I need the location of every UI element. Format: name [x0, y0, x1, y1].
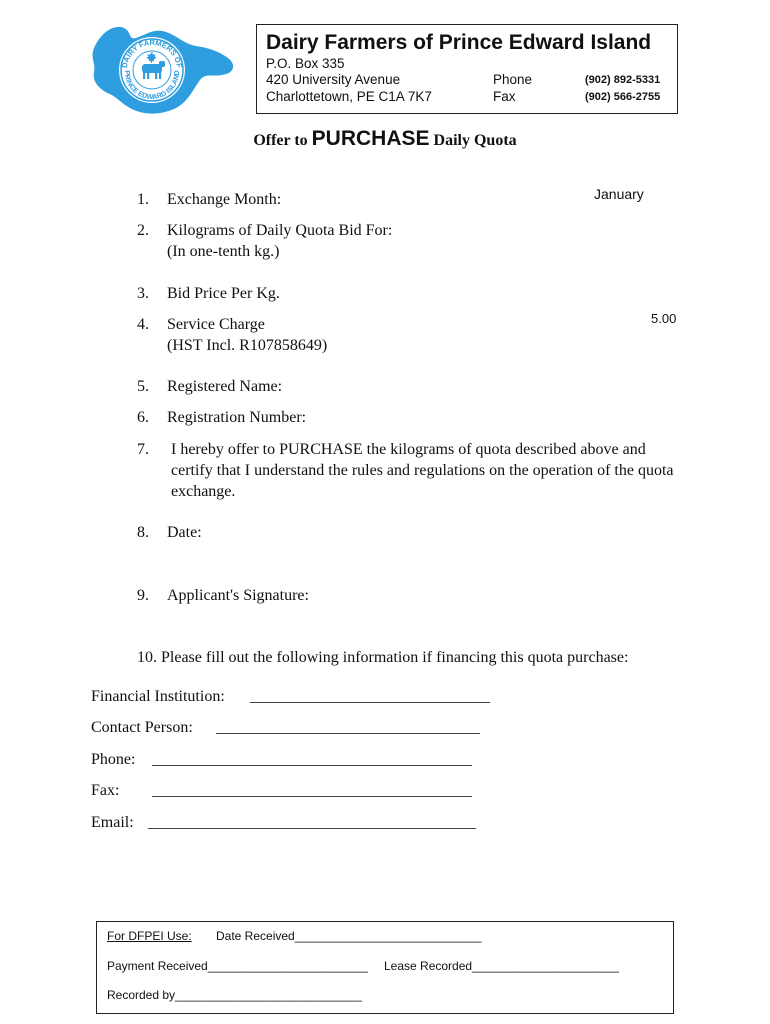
- exchange-month-value[interactable]: January: [594, 186, 644, 202]
- fax-field[interactable]: ________________________________________: [152, 782, 472, 799]
- item-number: 5.: [137, 378, 149, 395]
- fax-label: Fax: [493, 89, 516, 104]
- item-financing: [137, 647, 628, 668]
- item-number: 9.: [137, 587, 149, 604]
- item-label: Kilograms of Daily Quota Bid For:: [167, 222, 393, 239]
- item-label: Registered Name:: [167, 378, 283, 395]
- email-field-label: Email:: [91, 814, 134, 831]
- item-number: 1.: [137, 191, 149, 208]
- date-received-field[interactable]: Date Received____________________________: [216, 929, 482, 943]
- address-line-2: 420 University Avenue: [266, 72, 401, 87]
- contact-person-field[interactable]: _________________________________: [216, 719, 480, 736]
- phone-number: (902) 892-5331: [585, 74, 661, 86]
- office-use-box: [96, 921, 674, 1014]
- service-charge-value[interactable]: 5.00: [651, 311, 677, 326]
- logo: [88, 22, 238, 120]
- item-number: 7.: [137, 441, 149, 458]
- phone-label: Phone: [493, 72, 533, 87]
- address-line-1: P.O. Box 335: [266, 56, 345, 71]
- fax-number: (902) 566-2755: [585, 91, 661, 103]
- item-label: Applicant's Signature:: [167, 587, 309, 604]
- payment-received-field[interactable]: Payment Received________________________: [107, 959, 368, 973]
- item-number: 4.: [137, 316, 149, 333]
- phone-field[interactable]: ________________________________________: [152, 751, 472, 768]
- item-number: 2.: [137, 222, 149, 239]
- contact-person-label: Contact Person:: [91, 719, 193, 736]
- item-sub-label: (In one-tenth kg.): [167, 243, 280, 260]
- item-number: 6.: [137, 409, 149, 426]
- email-field[interactable]: _________________________________________: [148, 814, 476, 831]
- item-number: 3.: [137, 285, 149, 302]
- item-label: Exchange Month:: [167, 191, 282, 208]
- item-sub-label: (HST Incl. R107858649): [167, 337, 328, 354]
- lease-recorded-field[interactable]: Lease Recorded______________________: [384, 959, 619, 973]
- logo-bottom-text: PRINCE EDWARD ISLAND: [122, 70, 182, 102]
- financial-institution-field[interactable]: ______________________________: [250, 688, 490, 705]
- pei-island-logo-graphic: [88, 22, 238, 120]
- fax-field-label: Fax:: [91, 782, 120, 799]
- address-line-3: Charlottetown, PE C1A 7K7: [266, 89, 432, 104]
- organization-name: Dairy Farmers of Prince Edward Island: [266, 31, 652, 54]
- title-suffix: Daily Quota: [433, 132, 517, 149]
- item-label: Date:: [167, 524, 202, 541]
- item-label: I hereby offer to PURCHASE the kilograms of quota described above and certify that I understand the rules and regulations on the operation of the quota exchange.: [171, 441, 674, 500]
- financial-institution-label: Financial Institution:: [91, 688, 225, 705]
- item-label: Please fill out the following information if financing this quota purchase:: [161, 649, 629, 666]
- title-prefix: Offer to: [253, 132, 308, 149]
- item-label: Service Charge: [167, 316, 265, 333]
- title-emphasis: PURCHASE: [311, 127, 430, 150]
- recorded-by-field[interactable]: Recorded by____________________________: [107, 988, 362, 1002]
- office-use-label: For DFPEI Use:: [107, 929, 192, 943]
- form-title: [0, 127, 770, 151]
- organization-header: [256, 24, 678, 114]
- phone-field-label: Phone:: [91, 751, 136, 768]
- logo-top-text: DAIRY FARMERS OF: [120, 37, 184, 69]
- item-label: Registration Number:: [167, 409, 307, 426]
- item-number: 10.: [137, 649, 157, 666]
- item-number: 8.: [137, 524, 149, 541]
- item-label: Bid Price Per Kg.: [167, 285, 280, 302]
- item-offer-statement: [0, 439, 770, 505]
